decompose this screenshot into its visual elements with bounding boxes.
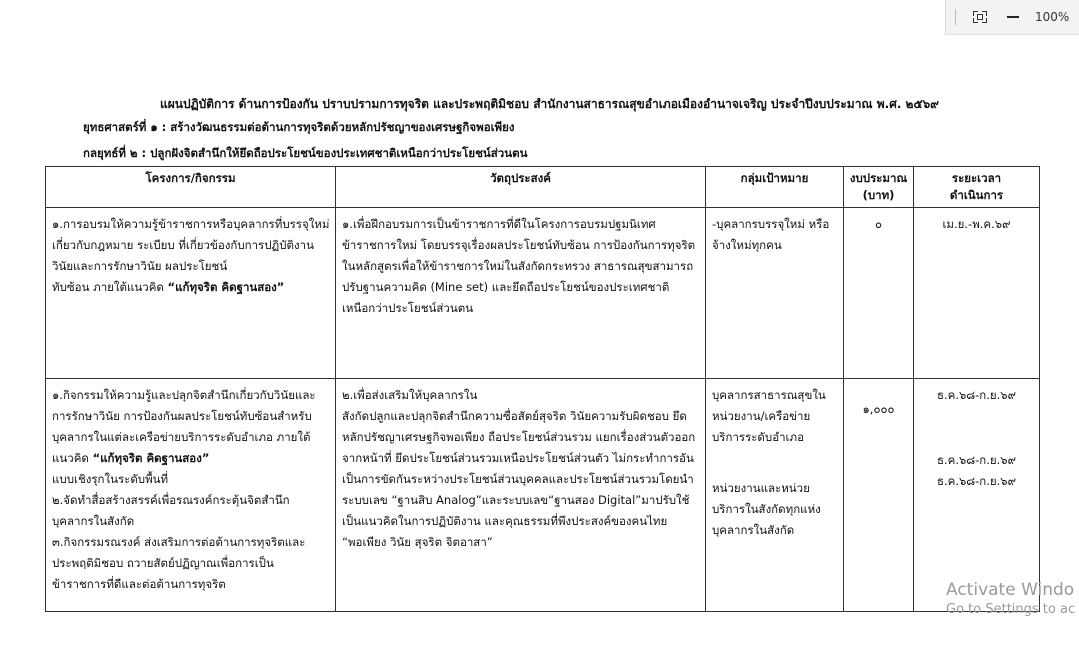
row1-period: เม.ย.-พ.ค.๖๙ — [914, 208, 1040, 379]
text-line: การรักษาวินัย การป้องกันผลประโยชน์ทับซ้อนสำหรับ — [52, 409, 312, 423]
text-segment: ทับซ้อน ภายใต้แนวคิด — [52, 280, 168, 294]
watermark-line2: Go to Settings to ac — [946, 602, 1076, 617]
text-line: หน่วยงาน/เครือข่าย — [712, 409, 811, 423]
header-period-line2: ดำเนินการ — [949, 188, 1004, 202]
text-line: วินัยและการรักษาวินัย ผลประโยชน์ — [52, 259, 228, 273]
header-target: กลุ่มเป้าหมาย — [706, 167, 844, 208]
text-line: หลักปรัชญาเศรษฐกิจพอเพียง ถือประโยชน์ส่วนรวม แยกเรื่องส่วนตัวออก — [342, 430, 696, 444]
period-value: ธ.ค.๖๘-ก.ย.๖๙ — [936, 453, 1017, 467]
header-budget — [844, 167, 914, 208]
document-title: แผนปฏิบัติการ ด้านการป้องกัน ปราบปรามการทุจริต และประพฤติมิชอบ สำนักงานสาธารณสุขอำเภอเมืองอำนาจเจริญ ประจำปีงบประมาณ พ.ศ. ๒๕๖๙ — [160, 97, 939, 111]
spacer — [712, 448, 837, 478]
table-header-row — [46, 167, 1040, 208]
period-value: ธ.ค.๖๘-ก.ย.๖๙ — [936, 388, 1017, 402]
text-line: ข้าราชการใหม่ โดยบรรจุเรื่องผลประโยชน์ทับซ้อน การป้องกันการทุจริต — [342, 238, 696, 252]
text-line: ระบบเลข “ฐานสิบ Analog”และระบบเลข“ฐานสอง Digital”มาปรับใช้ — [342, 493, 690, 507]
text-line: เป็นแนวคิดในการปฏิบัติงาน และคุณธรรมที่พึงประสงค์ของคนไทย — [342, 514, 668, 528]
text-line: ปรับฐานความคิด (Mine set) และยึดถือประโยชน์ของประเทศชาติ — [342, 280, 670, 294]
text-line: จ้างใหม่ทุกคน — [712, 238, 782, 252]
toolbar-divider — [955, 9, 956, 25]
text-line: บริการในสังกัดทุกแห่ง — [712, 502, 821, 516]
table-row — [46, 379, 1040, 612]
spacer — [850, 385, 907, 399]
row2-period — [914, 379, 1040, 612]
text-line: ๒.จัดทำสื่อสร้างสรรค์เพื่อรณรงค์กระตุ้นจิตสำนึก — [52, 493, 290, 507]
viewer-toolbar — [945, 0, 1079, 35]
text-line: หน่วยงานและหน่วย — [712, 481, 810, 495]
table-row — [46, 208, 1040, 379]
row2-project — [46, 379, 336, 612]
concept-slogan: “แก้ทุจริต คิดฐานสอง” — [92, 451, 210, 465]
text-line: ประพฤติมิชอบ ถวายสัตย์ปฏิญาณเพื่อการเป็น — [52, 556, 274, 570]
text-line: เหนือกว่าประโยชน์ส่วนตน — [342, 301, 474, 315]
header-period — [914, 167, 1040, 208]
text-line: บุคลากรสาธารณสุขใน — [712, 388, 826, 402]
text-line: ๑.การอบรมให้ความรู้ข้าราชการหรือบุคลากรที่บรรจุใหม่ — [52, 217, 330, 231]
watermark-line1: Activate Windo — [946, 580, 1075, 600]
action-plan-table — [45, 166, 1040, 612]
activation-watermark — [946, 580, 1075, 617]
header-objective: วัตถุประสงค์ — [336, 167, 706, 208]
spacer — [920, 436, 1033, 450]
row1-objective — [336, 208, 706, 379]
text-line: สังกัดปลูกและปลุกจิตสำนึกความซื่อสัตย์สุจริต วินัยความรับผิดชอบ ยึด — [342, 409, 687, 423]
row2-target — [706, 379, 844, 612]
header-budget-line1: งบประมาณ — [849, 171, 908, 185]
text-line: ข้าราชการที่ดีและต่อต้านการทุจริต — [52, 577, 226, 591]
text-line — [52, 277, 329, 298]
row1-budget: ๐ — [844, 208, 914, 379]
zoom-level[interactable]: 100% — [1035, 10, 1070, 24]
text-line: ๑.เพื่อฝึกอบรมการเป็นข้าราชการที่ดีในโครงการอบรมปฐมนิเทศ — [342, 217, 656, 231]
fit-page-icon[interactable] — [973, 11, 987, 23]
row1-project — [46, 208, 336, 379]
text-line: เป็นการขัดกันระหว่างประโยชน์ส่วนบุคคลและประโยชน์ส่วนรวมโดยนำ — [342, 472, 694, 486]
budget-value: ๑,๐๐๐ — [862, 402, 895, 416]
text-line: ๓.กิจกรรมรณรงค์ ส่งเสริมการต่อต้านการทุจริตและ — [52, 535, 306, 549]
row2-budget — [844, 379, 914, 612]
header-budget-line2: (บาท) — [862, 188, 895, 202]
text-line: บริการระดับอำเภอ — [712, 430, 804, 444]
text-line: บุคลากรในสังกัด — [52, 514, 135, 528]
text-line: -บุคลากรบรรจุใหม่ หรือ — [712, 217, 830, 231]
header-project: โครงการ/กิจกรรม — [46, 167, 336, 208]
text-segment: แนวคิด — [52, 451, 93, 465]
text-line — [52, 448, 329, 469]
text-line: “พอเพียง วินัย สุจริต จิตอาสา” — [342, 535, 493, 549]
text-line: บุคลากรในสังกัด — [712, 523, 795, 537]
spacer — [920, 406, 1033, 436]
period-value: ธ.ค.๖๘-ก.ย.๖๙ — [936, 474, 1017, 488]
row2-objective — [336, 379, 706, 612]
row1-target — [706, 208, 844, 379]
tactic-heading: กลยุทธ์ที่ ๒ : ปลูกฝังจิตสำนึกให้ยึดถือประโยชน์ของประเทศชาติเหนือกว่าประโยชน์ส่วนตน — [83, 146, 528, 160]
text-line: ในหลักสูตรเพื่อให้ข้าราชการใหม่ในสังกัดกระทรวง สาธารณสุขสามารถ — [342, 259, 694, 273]
text-line: ๑.กิจกรรมให้ความรู้และปลุกจิตสำนึกเกี่ยวกับวินัยและ — [52, 388, 316, 402]
text-line: บุคลากรในแต่ละเครือข่ายบริการระดับอำเภอ ภายใต้ — [52, 430, 311, 444]
text-line: แบบเชิงรุกในระดับพื้นที่ — [52, 472, 169, 486]
text-line: เกี่ยวกับกฎหมาย ระเบียบ ที่เกี่ยวข้องกับการปฏิบัติงาน — [52, 238, 314, 252]
minus-icon[interactable] — [1007, 16, 1019, 18]
concept-slogan: “แก้ทุจริต คิดฐานสอง” — [167, 280, 285, 294]
text-line: ๒.เพื่อส่งเสริมให้บุคลากรใน — [342, 388, 478, 402]
text-line: จากหน้าที่ ยึดประโยชน์ส่วนรวมเหนือประโยชน์ส่วนตัว ไม่กระทำการอัน — [342, 451, 694, 465]
strategy-heading: ยุทธศาสตร์ที่ ๑ : สร้างวัฒนธรรมต่อต้านการทุจริตด้วยหลักปรัชญาของเศรษฐกิจพอเพียง — [83, 120, 515, 134]
header-period-line1: ระยะเวลา — [951, 171, 1002, 185]
